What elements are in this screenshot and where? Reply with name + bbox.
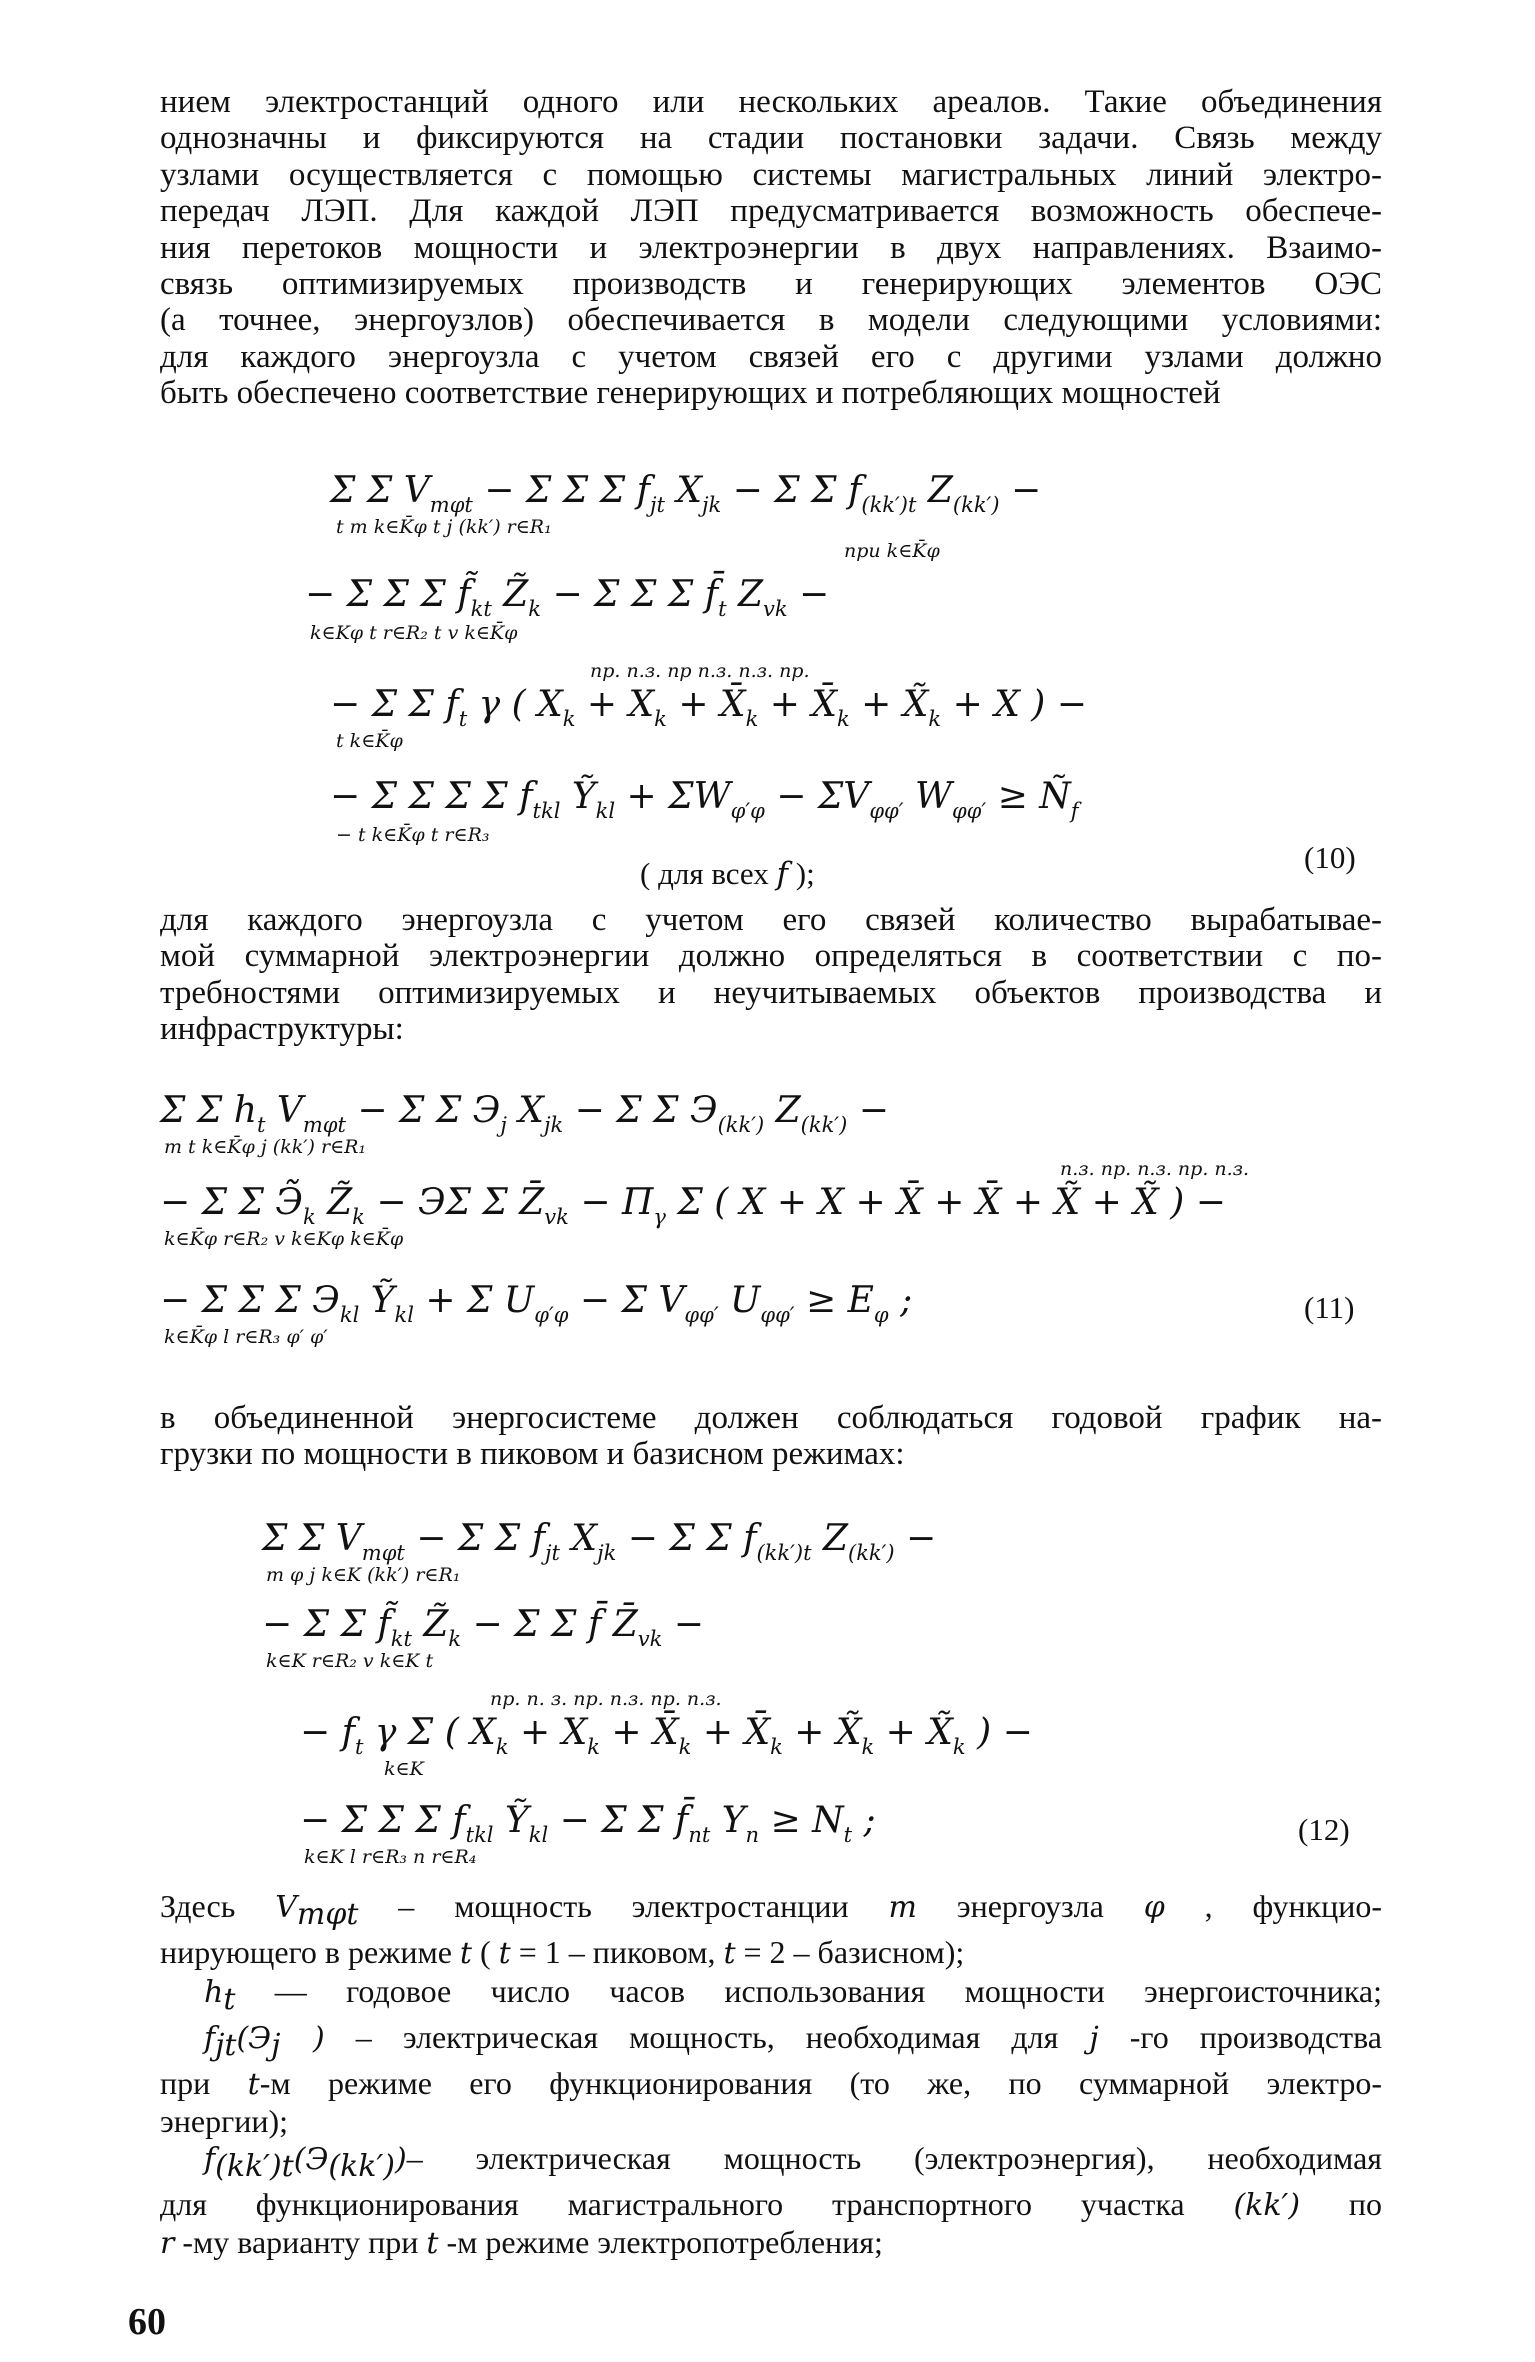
text-line: Здесь $V_{m\varphi t}$ – мощность электростанции m энергоузла φ , функцио- xyxy=(160,1888,1383,1933)
text-line: нием электростанций одного или нескольких ареалов. Такие объединения xyxy=(160,84,1382,120)
equation-superscripts: пр. п. з. пр. п.з. пр. п.з. xyxy=(490,1688,722,1710)
text-line: грузки по мощности в пиковом и базисном режимах: xyxy=(160,1436,905,1473)
equation-number-10: (10) xyxy=(1304,840,1356,875)
text-line: узлами осуществляется с помощью системы магистральных линий электро- xyxy=(160,156,1382,193)
text-line: энергии); xyxy=(160,2103,288,2140)
equation-limits: k∈K̄φ l r∈R₃ φ′ φ′ xyxy=(164,1326,328,1348)
equation-superscripts: пр. п.з. пр п.з. п.з. пр. xyxy=(590,660,810,682)
equation-limits: − t k∈K̄φ t r∈R₃ xyxy=(336,824,490,846)
equation-superscripts: п.з. пр. п.з. пр. п.з. xyxy=(1060,1158,1250,1180)
paragraph-intro xyxy=(160,84,1382,412)
paragraph-load-schedule xyxy=(160,1400,1382,1473)
document-page: нием электростанций одного или нескольких ареалов. Такие объединения однозначны и фиксируются на стадии постановки задачи. Связь между узлами осуществляется с помощью системы магистральных линий электро- передач ЛЭП. Для каждой ЛЭП предусматривается возможность обеспече- ния перетоков мощности и электроэнергии в двух направлениях. Взаимо- связь оптимизируемых производств и генерирующих элементов ОЭС (а точнее, энергоузлов) обеспечивается в модели следующими условиями: для каждого энергоузла с учетом связей его с другими узлами должно быть обеспечено соответствие генерирующих и потребляющих мощностей Σ Σ $V_{m\varphi t} - \Sigma$ Σ Σ $f_{jt}$ $X_{jk} - \Sigma$ Σ $f_{(kk')t}$ $Z_{(kk')}$ − t m k∈K̄φ t j (kk′) r∈R₁ при k∈K̄φ − Σ Σ Σ $f̃_{kt}$ $Z̃_k - \Sigma$ Σ Σ $f̄_t$ $Z_{vk}$ − k∈Kφ t r∈R₂ t v k∈K̄φ пр. п.з. пр п.з. п.з. пр. − Σ Σ $f_t$ γ ( $X_k + X_k$ + $X̄_k$ + $X̄_k$ + $X̃_k + X$ ) − t k∈K̄φ − Σ Σ Σ Σ $f_{tkl}$ Ỹ$_{kl}$ + $\Sigma W_{\varphi'\varphi} - \Sigma V_{\varphi\varphi'}$ $W_{\varphi\varphi'}$ ≥ $Ñ_f$ − t k∈K̄φ t r∈R₃ ( для всех f ); (10) для каждого энергоузла с учетом его связей количество вырабатывае- мой суммарной электроэнергии должно определяться в соответствии с по- требностями оптимизируемых и неучитываемых объектов производства и инфраструктуры: Σ Σ $h_t$ $V_{m\varphi t} - \Sigma$ Σ $Э_j$ $X_{jk} - \Sigma$ Σ $Э_{(kk')}$ $Z_{(kk')}$ − m t k∈K̄φ j (kk′) r∈R₁ п.з. пр. п.з. пр. п.з. − Σ Σ $Э̃_k$ $Z̃_k - Э\Sigma$ Σ $Z̄_{vk} - П_\gamma$ Σ ( X + X + X̄ + X̄ + X̃ + X̃ ) − k∈K̄φ r∈R₂ v k∈Kφ k∈K̄φ − Σ Σ Σ $Э_{kl}$ Ỹ$_{kl}$ + Σ $U_{\varphi'\varphi} - \Sigma$ $V_{\varphi\varphi'}$ $U_{\varphi\varphi'} \ge E_\varphi$ ; k∈K̄φ l r∈R₃ φ′ φ′ (11) в объединенной энергосистеме должен соблюдаться годовой график на- грузки по мощности в пиковом и базисном режимах: Σ Σ $V_{m\varphi t} - \Sigma$ Σ $f_{jt}$ $X_{jk} - \Sigma$ Σ $f_{(kk')t}$ $Z_{(kk')}$ − m φ j k∈K (kk′) r∈R₁ − Σ Σ $f̃_{kt}$ $Z̃_k - \Sigma$ Σ f̄ $Z̄_{vk}$ − k∈K r∈R₂ v k∈K t пр. п. з. пр. п.з. пр. п.з. − $f_t$ γ Σ ( $X_k + X_k$ + $X̄_k$ + $X̄_k$ + $X̃_k$ + $X̃_k$ ) − k∈K − Σ Σ Σ $f_{tkl}$ Ỹ$_{kl}$ − Σ Σ $f̄_{nt}$ $Y_n \ge N_t$ ; k∈K l r∈R₃ n r∈R₄ (12) Здесь $V_{m\varphi t}$ – мощность электростанции m энергоузла φ , функцио- нирующего в режиме t ( t = 1 – пиковом, t = 2 – базисном); $h_t$ — годовое число часов использования мощности энергоисточника; $f_{jt}(Э_j$ ) – электрическая мощность, необходимая для j -го производства при t-м режиме его функционирования (то же, по суммарной электро- энергии); $f_{(kk')t}(Э_{(kk')})-$ электрическая мощность (электроэнергия), необходимая для функционирования магистрального транспортного участка (kk′) по r -му варианту при t -м режиме электропотребления; 60 xyxy=(128,84,1383,2343)
text-line: связь оптимизируемых производств и генерирующих элементов ОЭС xyxy=(160,266,1382,303)
equation-number-11: (11) xyxy=(1304,1290,1355,1325)
text-line: $h_t$ — годовое число часов использования мощности энергоисточника; xyxy=(204,1972,1382,2017)
equation-limits: t k∈K̄φ xyxy=(336,730,403,752)
equation-limits: k∈K l r∈R₃ n r∈R₄ xyxy=(304,1846,477,1868)
equation-limits: m t k∈K̄φ j (kk′) r∈R₁ xyxy=(164,1136,367,1158)
text-line: мой суммарной электроэнергии должно определяться в соответствии с по- xyxy=(160,938,1382,975)
equation-limits: k∈K̄φ r∈R₂ v k∈Kφ k∈K̄φ xyxy=(164,1228,404,1250)
text-line: нирующего в режиме t ( t = 1 – пиковом, t = 2 – базисном); xyxy=(160,1933,965,1971)
equation-limits: при k∈K̄φ xyxy=(844,540,940,562)
text-line: $f_{(kk')t}(Э_{(kk')})-$ электрическая мощность (электроэнергия), необходимая xyxy=(204,2139,1382,2185)
text-line: для каждого энергоузла с учетом связей его с другими узлами должно xyxy=(160,338,1382,375)
page-number: 60 xyxy=(128,2301,166,2343)
text-line: передач ЛЭП. Для каждой ЛЭП предусматривается возможность обеспече- xyxy=(160,193,1382,230)
text-line: требностями оптимизируемых и неучитываемых объектов производства и xyxy=(160,974,1382,1011)
text-line: для каждого энергоузла с учетом его связей количество вырабатывае- xyxy=(160,902,1382,938)
equation-number-12: (12) xyxy=(1298,1812,1350,1847)
text-line: быть обеспечено соответствие генерирующих и потребляющих мощностей xyxy=(160,375,1221,412)
equation-limits: k∈K r∈R₂ v k∈K t xyxy=(266,1650,434,1672)
equation-limits: k∈K xyxy=(384,1758,424,1780)
equation-limits: t m k∈K̄φ t j (kk′) r∈R₁ xyxy=(336,516,552,538)
text-line: для функционирования магистрального транспортного участка (kk′) по xyxy=(160,2185,1383,2223)
text-line: $f_{jt}(Э_j$ ) – электрическая мощность, необходимая для j -го производства xyxy=(204,2018,1383,2063)
text-line: однозначны и фиксируются на стадии постановки задачи. Связь между xyxy=(160,120,1382,157)
equation-condition: ( для всех f ); xyxy=(640,856,815,892)
text-line: (а точнее, энергоузлов) обеспечивается в модели следующими условиями: xyxy=(160,302,1382,339)
text-line: в объединенной энергосистеме должен соблюдаться годовой график на- xyxy=(160,1400,1382,1436)
paragraph-energy xyxy=(160,902,1382,1048)
equation-limits: k∈Kφ t r∈R₂ t v k∈K̄φ xyxy=(310,622,518,644)
text-line: инфраструктуры: xyxy=(160,1011,404,1048)
text-line: при t-м режиме его функционирования (то же, по суммарной электро- xyxy=(160,2064,1383,2102)
equation-limits: m φ j k∈K (kk′) r∈R₁ xyxy=(266,1564,461,1586)
definitions-block xyxy=(160,1888,1382,2263)
text-line: ния перетоков мощности и электроэнергии в двух направлениях. Взаимо- xyxy=(160,229,1382,266)
text-line: r -му варианту при t -м режиме электропотребления; xyxy=(160,2224,883,2262)
